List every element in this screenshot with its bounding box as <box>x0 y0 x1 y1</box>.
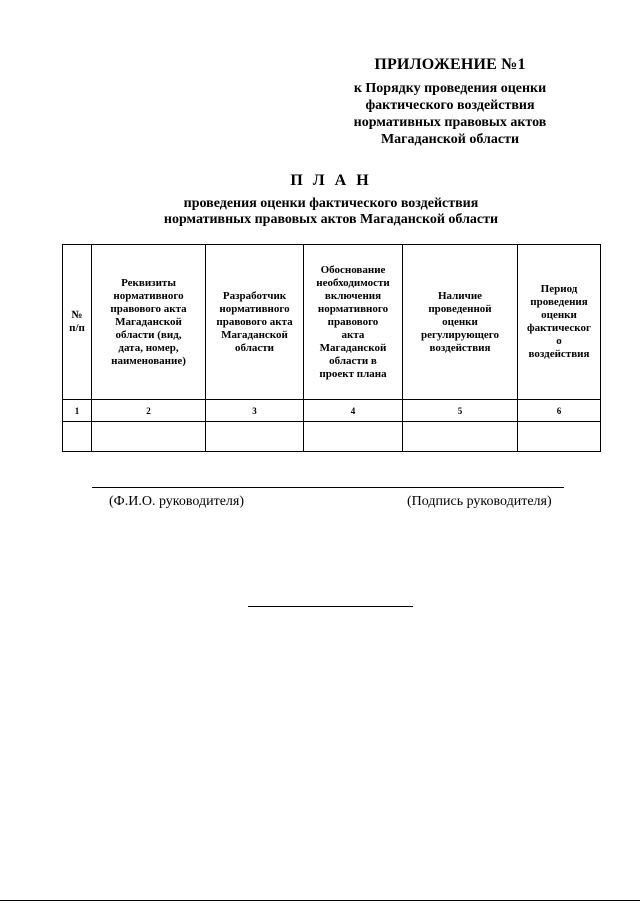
column-number: 4 <box>304 400 403 422</box>
header-cell-justification: Обоснование необходимости включения нормативного правового акта Магаданской области в проект плана <box>304 245 403 400</box>
column-number: 2 <box>92 400 206 422</box>
header-cell-number: № п/п <box>63 245 92 400</box>
header-cell-developer: Разработчик нормативного правового акта Магаданской области <box>206 245 304 400</box>
name-caption: (Ф.И.О. руководителя) <box>109 494 244 509</box>
page-bottom-rule <box>0 900 640 901</box>
appendix-line: нормативных правовых актов <box>353 115 547 130</box>
column-number: 1 <box>63 400 92 422</box>
appendix-line: к Порядку проведения оценки <box>353 81 547 96</box>
name-signature-line <box>92 487 334 488</box>
table-cell <box>206 422 304 452</box>
appendix-line: Магаданской области <box>380 132 520 147</box>
signature-line-right <box>514 487 564 488</box>
signature-line-middle <box>334 487 514 488</box>
header-cell-period: Период проведения оценки фактическог о воздействия <box>518 245 601 400</box>
appendix-line: фактического воздействия <box>365 98 535 113</box>
column-number: 6 <box>518 400 601 422</box>
plan-table <box>62 244 601 452</box>
table-cell <box>403 422 518 452</box>
closing-line <box>248 606 413 607</box>
plan-title: П Л А Н <box>290 172 372 189</box>
table-cell <box>63 422 92 452</box>
appendix-block <box>300 56 600 148</box>
table-cell <box>518 422 601 452</box>
column-number: 5 <box>403 400 518 422</box>
table-cell <box>304 422 403 452</box>
table-header-row <box>63 245 601 400</box>
signature-caption: (Подпись руководителя) <box>407 494 552 509</box>
column-number: 3 <box>206 400 304 422</box>
plan-subtitle <box>0 196 640 228</box>
plan-subtitle-line: проведения оценки фактического воздействия <box>183 196 479 211</box>
column-number-row <box>63 400 601 422</box>
header-cell-requisites: Реквизиты нормативного правового акта Магаданской области (вид, дата, номер, наименование) <box>92 245 206 400</box>
appendix-title: ПРИЛОЖЕНИЕ №1 <box>374 56 526 73</box>
plan-subtitle-line: нормативных правовых актов Магаданской области <box>163 212 499 227</box>
table-cell <box>92 422 206 452</box>
table-row <box>63 422 601 452</box>
header-cell-regulatory-assessment: Наличие проведенной оценки регулирующего воздействия <box>403 245 518 400</box>
